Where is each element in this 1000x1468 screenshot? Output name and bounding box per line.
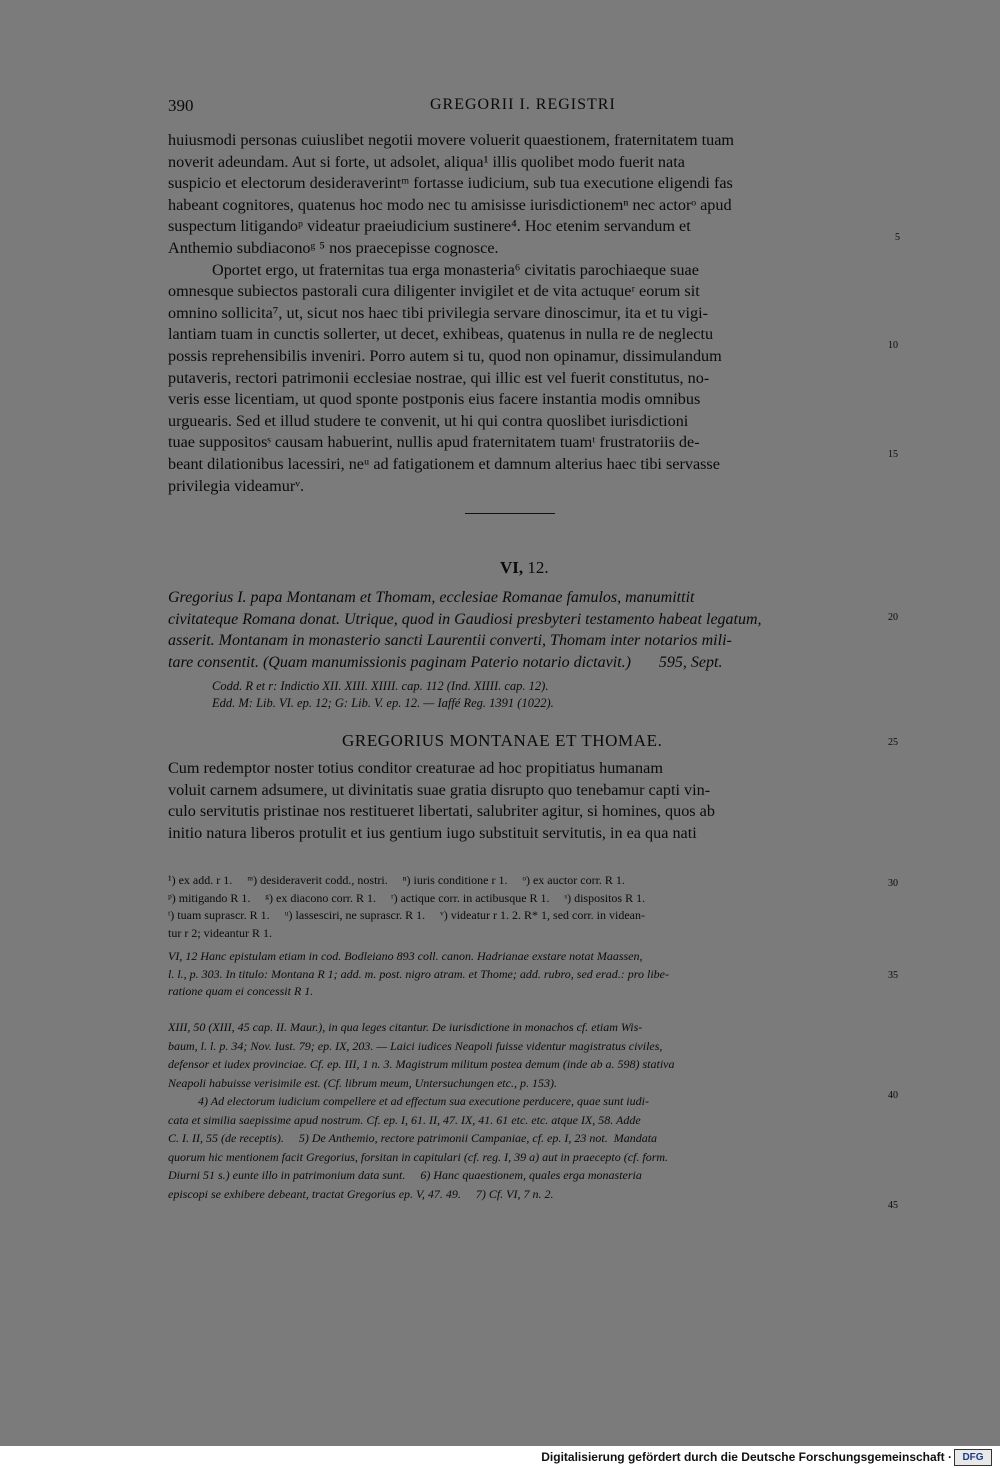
text-line: beant dilationibus lacessiri, neᵘ ad fatigationem et damnum alterius haec tibi servasse <box>168 454 720 473</box>
line-number: 25 <box>888 737 898 748</box>
letter-title: GREGORIUS MONTANAE ET THOMAE. <box>342 731 663 750</box>
line-number: 30 <box>888 878 898 889</box>
apparatus-line: tur r 2; videantur R 1. <box>168 925 272 940</box>
text-line: putaveris, rectori patrimonii ecclesiae nostrae, qui illic est vel fuerit constitutus, no- <box>168 368 710 387</box>
commentary-line: defensor et iudex provinciae. Cf. ep. III, 1 n. 3. Magistrum militum postea demum (inde ab a. 598) stativa <box>168 1057 675 1071</box>
commentary-line: Neapoli habuisse verisimile est. (Cf. librum meum, Untersuchungen etc., p. 153). <box>168 1075 557 1090</box>
text-line: veris esse licentiam, ut quod sponte postponis eius facere instantia modis omnibus <box>168 390 701 409</box>
commentary-line: baum, l. l. p. 34; Nov. Iust. 79; ep. IX, 203. — Laici iudices Neapoli fuisse videntur magistratus civiles, <box>168 1038 663 1053</box>
commentary-notes <box>168 1018 868 1203</box>
line-number: 10 <box>888 340 898 351</box>
apparatus-line: ᵗ) tuam suprascr. R 1. ᵘ) lassesciri, ne suprascr. R 1. ᵛ) videatur r 1. 2. R* 1, sed corr. in videan- <box>168 908 645 922</box>
manuscript-sigla <box>212 678 554 712</box>
text-line: culo servitutis pristinae nos restitueret libertati, salubriter agitur, si homines, quos ab <box>168 802 715 821</box>
text-line: omnesque subiectos pastorali cura diligenter invigilet et de vita actuqueʳ eorum sit <box>168 282 700 301</box>
text-line: habeant cognitores, quatenus hoc modo nec tu amisisse iurisdictionemⁿ nec actorᵒ apud <box>168 195 732 214</box>
note-vi-12 <box>168 948 868 1001</box>
section-divider <box>465 513 555 514</box>
critical-apparatus <box>168 872 868 942</box>
section-number <box>500 558 549 578</box>
commentary-line: episcopi se exhibere debeant, tractat Gregorius ep. V, 47. 49. 7) Cf. VI, 7 n. 2. <box>168 1186 554 1201</box>
sigla-line: Codd. R et r: Indictio XII. XIII. XIIII. cap. 112 (Ind. XIIII. cap. 12). <box>212 679 549 693</box>
dfg-logo-icon: DFG <box>954 1449 992 1466</box>
text-line: tuae suppositosˢ causam habuerint, nullis apud fraternitatem tuamᵗ frustratoriis de- <box>168 433 700 452</box>
text-line: suspicio et electorum desideraverintᵐ fortasse iudicium, sub tua executione eligendi fas <box>168 174 733 193</box>
text-line: possis reprehensibilis inveniri. Porro autem si tu, quod non opinamur, dissimulandum <box>168 346 722 365</box>
text-line: suspectum litigandoᵖ videatur praeiudicium sustinere⁴. Hoc etenim servandum et <box>168 217 691 236</box>
text-line: privilegia videamurᵛ. <box>168 476 305 495</box>
text-line: Oportet ergo, ut fraternitas tua erga monasteria⁶ civitatis parochiaeque suae <box>212 260 699 279</box>
commentary-line: quorum hic mentionem facit Gregorius, forsitan in capitulari (cf. reg. I, 39 a) aut in praecepto (cf. form. <box>168 1149 669 1164</box>
text-line: huiusmodi personas cuiuslibet negotii movere voluerit quaestionem, fraternitatem tuam <box>168 131 734 149</box>
summary-line: Gregorius I. papa Montanam et Thomam, ecclesiae Romanae famulos, manumittit <box>168 589 695 606</box>
summary-line: civitateque Romana donat. Utrique, quod in Gaudiosi presbyteri testamento habeat legatum, <box>168 610 762 628</box>
commentary-line: C. I. II, 55 (de receptis). 5) De Anthemio, rectore patrimonii Campaniae, cf. ep. I, 23 not. Mandata <box>168 1131 658 1145</box>
text-line: omnino sollicita⁷, ut, sicut nos haec tibi privilegia servare dinoscimur, ita et tu vigi- <box>168 303 708 322</box>
section-label: VI, <box>500 558 524 577</box>
commentary-line: cata et similia saepissime apud nostrum. Cf. ep. I, 61. II, 47. IX, 41. 61 etc. etc. atque IX, 58. Adde <box>168 1112 641 1127</box>
text-line: voluit carnem adsumere, ut divinitatis suae gratia disrupto quo tenebamur capti vin- <box>168 780 711 799</box>
commentary-line: XIII, 50 (XIII, 45 cap. II. Maur.), in qua leges citantur. De iurisdictione in monachos cf. etiam Wis- <box>168 1020 643 1034</box>
summary-line: tare consentit. (Quam manumissionis paginam Paterio notario dictavit.) 595, Sept. <box>168 653 723 671</box>
main-text <box>168 130 868 497</box>
apparatus-line: ¹) ex add. r 1. ᵐ) desideraverit codd., nostri. ⁿ) iuris conditione r 1. ᵒ) ex auctor corr. R 1. <box>168 873 625 887</box>
text-line: noverit adeundam. Aut si forte, ut adsolet, aliqua¹ illis quolibet modo fuerit nata <box>168 152 685 171</box>
line-number: 45 <box>888 1200 898 1211</box>
funding-notice: Digitalisierung gefördert durch die Deutsche Forschungsgemeinschaft · <box>541 1450 952 1464</box>
line-number: 35 <box>888 970 898 981</box>
note-line: l. l., p. 303. In titulo: Montana R 1; add. m. post. nigro atram. et Thome; add. rubro, sed erad.: pro libe- <box>168 966 669 981</box>
text-line: Cum redemptor noster totius conditor creaturae ad hoc propitiatus humanam <box>168 759 663 777</box>
letter-text <box>168 758 868 844</box>
text-line: lantiam tuam in cunctis sollerter, ut decet, exhibeas, quatenus in nulla re de neglectu <box>168 325 714 344</box>
line-number: 40 <box>888 1090 898 1101</box>
line-number: 15 <box>888 449 898 460</box>
summary-line: asserit. Montanam in monasterio sancti Laurentii converti, Thomam inter notarios mili- <box>168 632 732 649</box>
page-number: 390 <box>168 96 194 115</box>
apparatus-line: ᵖ) mitigando R 1. ᵍ) ex diacono corr. R 1. ʳ) actique corr. in actibusque R 1. ˢ) dispositos R 1. <box>168 890 646 905</box>
text-line: urguearis. Sed et illud studere te convenit, ut hi qui contra quoslibet iurisdictioni <box>168 411 689 430</box>
line-number: 5 <box>895 232 900 243</box>
commentary-line: Diurni 51 s.) eunte illo in patrimonium data sunt. 6) Hanc quaestionem, quales erga monasteria <box>168 1168 642 1182</box>
sigla-line: Edd. M: Lib. VI. ep. 12; G: Lib. V. ep. 12. — Iaffé Reg. 1391 (1022). <box>212 696 554 710</box>
line-number: 20 <box>888 612 898 623</box>
commentary-line: 4) Ad electorum iudicium compellere et ad effectum sua executione perducere, quae sunt iudi- <box>198 1094 649 1108</box>
text-line: initio natura liberos protulit et ius gentium iugo substituit servitutis, in ea qua nati <box>168 823 697 842</box>
running-title: GREGORII I. REGISTRI <box>430 96 616 113</box>
section-number-value: 12. <box>527 558 549 577</box>
text-line: Anthemio subdiaconoᵍ ⁵ nos praecepisse cognosce. <box>168 238 499 257</box>
note-line: VI, 12 Hanc epistulam etiam in cod. Bodleiano 893 coll. canon. Hadrianae exstare notat Maassen, <box>168 949 643 963</box>
letter-summary <box>168 587 868 673</box>
note-line: ratione quam ei concessit R 1. <box>168 984 314 998</box>
